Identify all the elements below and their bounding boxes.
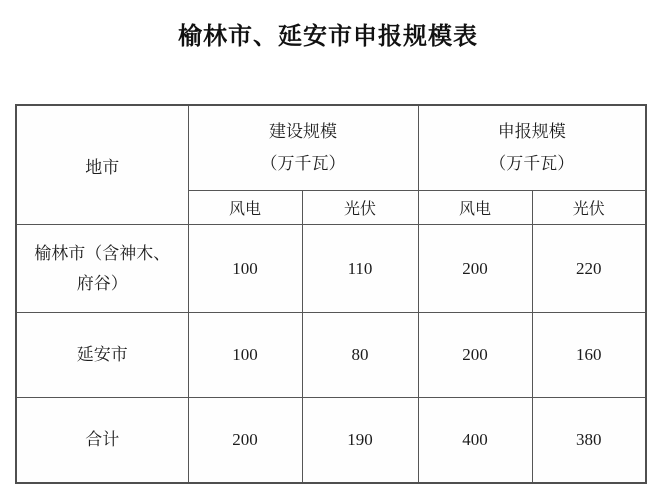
yanan-declaration-wind: 200 xyxy=(418,313,532,398)
subheader-declaration-pv: 光伏 xyxy=(532,191,646,225)
row-label-yanan-line1: 延安市 xyxy=(76,345,128,364)
group-header-construction xyxy=(188,105,418,191)
group-declaration-title: 申报规模 xyxy=(497,122,566,141)
yulin-declaration-wind: 200 xyxy=(418,225,532,313)
declaration-scale-table xyxy=(15,104,647,484)
group-declaration-unit: （万千瓦） xyxy=(489,154,575,173)
subheader-declaration-wind: 风电 xyxy=(418,191,532,225)
table-row-yanan xyxy=(16,313,646,398)
group-construction-unit: （万千瓦） xyxy=(260,154,346,173)
group-header-declaration xyxy=(418,105,646,191)
total-construction-pv: 190 xyxy=(302,398,418,483)
header-group-row xyxy=(16,105,646,191)
yulin-declaration-pv: 220 xyxy=(532,225,646,313)
yanan-declaration-pv: 160 xyxy=(532,313,646,398)
yulin-construction-pv: 110 xyxy=(302,225,418,313)
yanan-construction-pv: 80 xyxy=(302,313,418,398)
page-title: 榆林市、延安市申报规模表 xyxy=(178,23,478,50)
row-label-yulin-line2: 府谷） xyxy=(76,273,128,293)
row-label-total-line1: 合计 xyxy=(85,429,120,449)
row-label-total xyxy=(16,398,188,483)
subheader-construction-pv: 光伏 xyxy=(302,191,418,225)
total-declaration-wind: 400 xyxy=(418,398,532,483)
corner-header-city: 地市 xyxy=(16,105,188,225)
table-row-total xyxy=(16,398,646,483)
row-label-yanan xyxy=(16,313,188,398)
group-construction-title: 建设规模 xyxy=(269,122,337,141)
row-label-yulin xyxy=(16,225,188,313)
total-declaration-pv: 380 xyxy=(532,398,646,483)
yanan-construction-wind: 100 xyxy=(188,313,302,398)
table-row-yulin xyxy=(16,225,646,313)
subheader-construction-wind: 风电 xyxy=(188,191,302,225)
total-construction-wind: 200 xyxy=(188,398,302,483)
yulin-construction-wind: 100 xyxy=(188,225,302,313)
row-label-yulin-line1: 榆林市（含神木、 xyxy=(34,243,171,263)
